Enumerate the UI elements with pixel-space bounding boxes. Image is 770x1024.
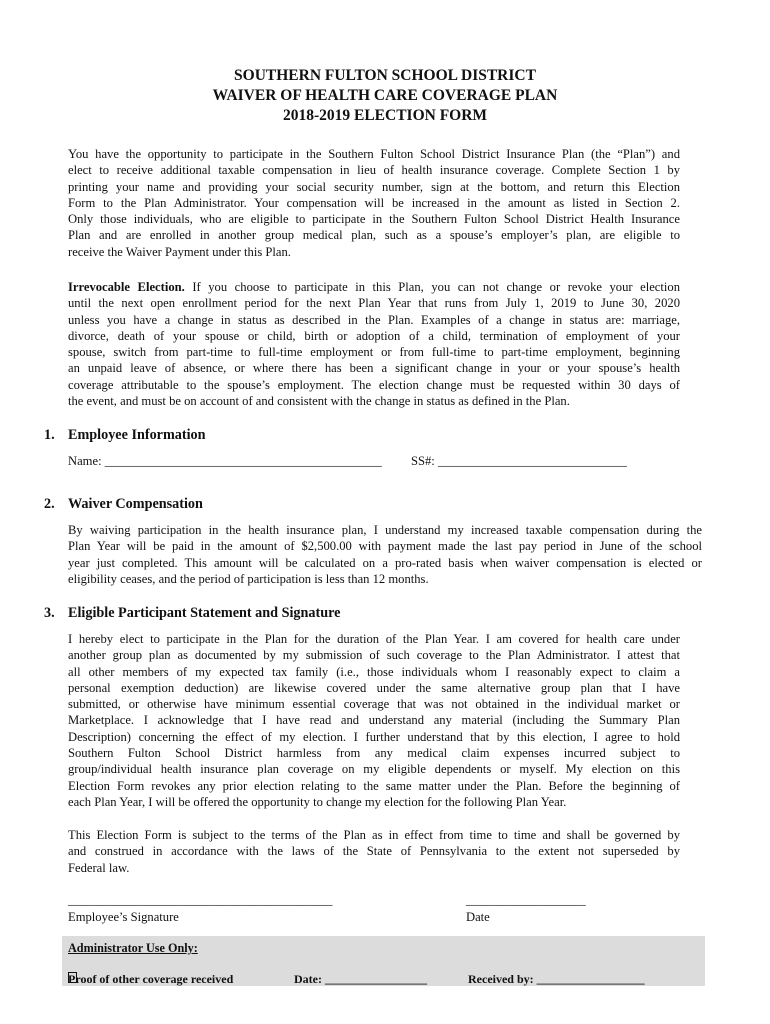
governing-line: This Election Form is subject to the terms of the Plan as in effect from time to time and shall be governed by xyxy=(68,828,680,842)
intro-line: Plan and are enrolled in another group medical plan, such as a spouse’s employer’s plan, are eligible to xyxy=(68,228,680,243)
irrevocable-line: divorce, death of your spouse or child, birth or adoption of a child, termination of employment of your xyxy=(68,328,680,343)
administrator-box xyxy=(62,936,705,986)
irrevocable-paragraph xyxy=(68,279,680,409)
section-1-number: 1. xyxy=(44,427,55,443)
statement-line: personal exemption deduction) are likewise covered under the same alternative group plan that I have xyxy=(68,680,680,695)
ssn-field[interactable]: SS#: ______________________________ xyxy=(411,454,627,468)
waiver-line: year just completed. This amount will be calculated on a pro-rated basis when waiver compensation is elected or xyxy=(68,555,702,570)
section-2-title: Waiver Compensation xyxy=(68,496,203,512)
section-3-number: 3. xyxy=(44,605,55,621)
irrevocable-line: spouse, switch from part-time to full-time employment or from full-time to part-time employment, beginning xyxy=(68,345,680,360)
date-field[interactable]: ___________________ xyxy=(466,893,586,907)
intro-paragraph xyxy=(68,146,680,260)
signature-field[interactable]: __________________________________________ xyxy=(68,893,333,907)
statement-line: all other members of my expected tax family (i.e., those individuals whom I reasonably expect to claim a xyxy=(68,664,680,679)
date-label: Date xyxy=(466,910,490,924)
title-district: SOUTHERN FULTON SCHOOL DISTRICT xyxy=(234,67,536,84)
statement-line: Description) concerning the effect of my election. I further understand that by this election, I agree to hold xyxy=(68,729,680,744)
statement-line: I hereby elect to participate in the Plan for the duration of the Plan Year. I am covered for health care under xyxy=(68,632,680,646)
section-1-heading xyxy=(44,427,206,444)
intro-line: You have the opportunity to participate in the Southern Fulton School District Insurance Plan (the “Plan”) and xyxy=(68,147,680,161)
signature-label: Employee’s Signature xyxy=(68,910,179,924)
document-title xyxy=(0,66,770,126)
irrevocable-line: unless you have a change in status as described in the Plan. Examples of a change in status are: marriage, xyxy=(68,312,680,327)
irrevocable-line xyxy=(68,279,680,295)
admin-date-field[interactable]: Date: _________________ xyxy=(294,972,427,986)
statement-line: Marketplace. I acknowledge that I have read and understand any material (including the Summary Plan xyxy=(68,713,680,728)
governing-law-paragraph xyxy=(68,827,680,876)
statement-line: submitted, or otherwise have minimum essential coverage that was not obtained in the individual market or xyxy=(68,697,680,712)
intro-line: printing your name and providing your social security number, sign at the bottom, and return this Election xyxy=(68,179,680,194)
irrevocable-lead: Irrevocable Election. xyxy=(68,280,185,294)
waiver-line: eligibility ceases, and the period of participation is less than 12 months. xyxy=(68,571,429,586)
governing-line: and construed in accordance with the laws of the State of Pennsylvania to the extent not superseded by xyxy=(68,844,680,859)
irrevocable-line: coverage attributable to the spouse’s employment. The election change must be requested within 30 days of xyxy=(68,377,680,392)
intro-line: Form to the Plan Administrator. Your compensation will be increased in the amount as listed in Section 2. xyxy=(68,195,680,210)
section-2-number: 2. xyxy=(44,496,55,512)
irrevocable-line: the event, and must be on account of and consistent with the change in status as defined in the Plan. xyxy=(68,394,570,409)
intro-line: receive the Waiver Payment under this Plan. xyxy=(68,244,291,259)
title-plan: WAIVER OF HEALTH CARE COVERAGE PLAN xyxy=(212,87,558,104)
section-3-title: Eligible Participant Statement and Signature xyxy=(68,605,341,621)
received-by-field[interactable]: Received by: __________________ xyxy=(468,972,645,986)
statement-line: another group plan as documented by my submission of such coverage to the Plan Administrator. I attest that xyxy=(68,648,680,663)
title-form: 2018-2019 ELECTION FORM xyxy=(282,107,488,124)
statement-line: Election Form revokes any prior election relating to the same matter under the Plan. Before the beginning of xyxy=(68,778,680,793)
waiver-line: By waiving participation in the health insurance plan, I understand my increased taxable compensation during the xyxy=(68,523,702,537)
governing-line: Federal law. xyxy=(68,860,130,875)
irrevocable-line: until the next open enrollment period for the next Plan Year that runs from July 1, 2019 to June 30, 2020 xyxy=(68,296,680,311)
section-2-heading xyxy=(44,496,203,513)
statement-line: group/individual health insurance plan coverage on my eligible dependents or myself. My election on this xyxy=(68,762,680,777)
section-1-title: Employee Information xyxy=(68,427,206,443)
admin-title: Administrator Use Only: xyxy=(68,941,198,955)
waiver-line: Plan Year will be paid in the amount of $2,500.00 with payment made the last pay period in June of the school xyxy=(68,539,702,554)
statement-paragraph xyxy=(68,631,680,810)
proof-label: Proof of other coverage received xyxy=(68,972,234,986)
statement-line: each Plan Year, I will be offered the opportunity to change my election for the following Plan Year. xyxy=(68,794,567,809)
name-field[interactable]: Name: ____________________________________________ xyxy=(68,454,382,468)
waiver-paragraph xyxy=(68,522,702,587)
section-3-heading xyxy=(44,605,340,622)
intro-line: Only those individuals, who are eligible to participate in the Southern Fulton School District Health Insurance xyxy=(68,212,680,227)
irrevocable-first-line: If you choose to participate in this Plan, you can not change or revoke your election xyxy=(184,280,680,294)
irrevocable-line: an unpaid leave of absence, or where there has been a significant change in your or your spouse’s health xyxy=(68,361,680,376)
statement-line: Southern Fulton School District harmless from any medical claim expenses incurred subject to xyxy=(68,746,680,761)
intro-line: elect to receive additional taxable compensation in lieu of health insurance coverage. Complete Section 1 by xyxy=(68,163,680,178)
